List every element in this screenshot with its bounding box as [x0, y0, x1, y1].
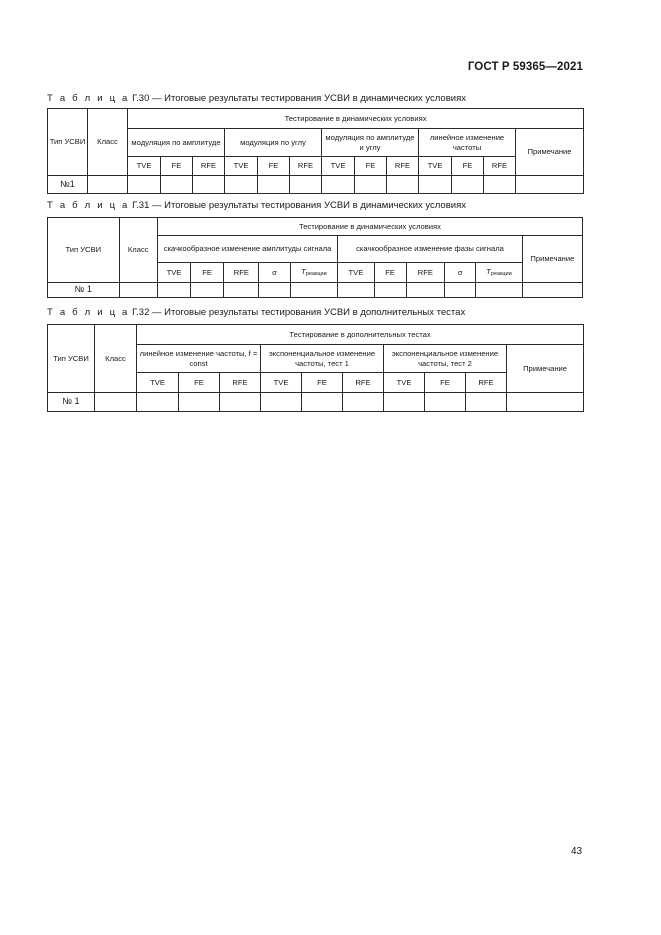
header-note: Примечание: [522, 236, 582, 283]
cell: [406, 283, 444, 298]
subgroup-header: модуляция по углу: [225, 129, 322, 157]
metric-header: RFE: [406, 263, 444, 283]
cell: [191, 283, 224, 298]
cell: [137, 393, 179, 412]
header-group: Тестирование в динамических условиях: [128, 109, 584, 129]
header-group: Тестирование в дополнительных тестах: [137, 325, 584, 345]
cell: [452, 176, 484, 194]
row-label: № 1: [48, 283, 120, 298]
metric-header: RFE: [484, 157, 516, 176]
metric-header: FE: [452, 157, 484, 176]
metric-header: FE: [161, 157, 193, 176]
table-31-caption: [47, 200, 466, 211]
subgroup-header: экспоненциальное изменение частоты, тест 1: [261, 345, 384, 373]
cell: [466, 393, 507, 412]
cell: [522, 283, 582, 298]
metric-header: RFE: [466, 373, 507, 393]
cell: [419, 176, 452, 194]
document-code: ГОСТ Р 59365—2021: [467, 61, 583, 73]
table-32-caption: [47, 307, 465, 318]
t-subscript: реакции: [305, 271, 327, 278]
caption-label: Т а б л и ц а: [47, 307, 130, 318]
t-subscript: реакции: [490, 271, 512, 278]
metric-header: RFE: [343, 373, 384, 393]
table-row: [48, 393, 584, 412]
header-type: Тип УСВИ: [48, 218, 120, 283]
metric-header: σ: [445, 263, 476, 283]
table-row: [48, 283, 583, 298]
metric-header: TVE: [157, 263, 190, 283]
metric-header: TVE: [261, 373, 302, 393]
cell: [476, 283, 523, 298]
cell: [128, 176, 161, 194]
t-symbol: T: [486, 267, 491, 277]
subgroup-header: линейное изменение частоты, f = const: [137, 345, 261, 373]
cell: [88, 176, 128, 194]
page-number: 43: [571, 846, 583, 857]
row-label: № 1: [48, 393, 95, 412]
table-row: [48, 176, 584, 194]
cell: [374, 283, 406, 298]
cell: [484, 176, 516, 194]
metric-header: FE: [374, 263, 406, 283]
metric-header: TVE: [128, 157, 161, 176]
header-class: Класс: [88, 109, 128, 176]
cell: [258, 176, 290, 194]
cell: [338, 283, 374, 298]
cell: [355, 176, 387, 194]
cell: [387, 176, 419, 194]
cell: [507, 393, 584, 412]
table-32: [47, 324, 584, 412]
cell: [224, 283, 259, 298]
caption-title: Итоговые результаты тестирования УСВИ в дополнительных тестах: [164, 307, 466, 318]
header-type: Тип УСВИ: [48, 109, 88, 176]
metric-header: FE: [302, 373, 343, 393]
cell: [343, 393, 384, 412]
header-note: Примечание: [516, 129, 584, 176]
subgroup-header: скачкообразное изменение амплитуды сигнала: [157, 236, 337, 263]
metric-header: FE: [179, 373, 220, 393]
cell: [259, 283, 290, 298]
metric-header: RFE: [387, 157, 419, 176]
cell: [95, 393, 137, 412]
metric-header: RFE: [193, 157, 225, 176]
subgroup-header: скачкообразное изменение фазы сигнала: [338, 236, 523, 263]
caption-label: Т а б л и ц а: [47, 200, 130, 211]
caption-number: Г.32 —: [129, 307, 165, 318]
cell: [302, 393, 343, 412]
cell: [179, 393, 220, 412]
metric-header: TVE: [225, 157, 258, 176]
header-group: Тестирование в динамических условиях: [157, 218, 582, 236]
caption-label: Т а б л и ц а: [47, 93, 130, 104]
subgroup-header: экспоненциальное изменение частоты, тест 2: [384, 345, 507, 373]
table-31: [47, 217, 583, 298]
header-class: Класс: [119, 218, 157, 283]
cell: [193, 176, 225, 194]
metric-header: FE: [425, 373, 466, 393]
subgroup-header: модуляция по амплитуде: [128, 129, 225, 157]
caption-title: Итоговые результаты тестирования УСВИ в динамических условиях: [164, 93, 466, 104]
t-symbol: T: [301, 267, 306, 277]
cell: [290, 176, 322, 194]
metric-header: FE: [191, 263, 224, 283]
table-30: [47, 108, 584, 194]
metric-header: TVE: [322, 157, 355, 176]
cell: [290, 283, 338, 298]
cell: [425, 393, 466, 412]
cell: [161, 176, 193, 194]
metric-header: FE: [355, 157, 387, 176]
cell: [322, 176, 355, 194]
subgroup-header: модуляция по амплитуде и углу: [322, 129, 419, 157]
cell: [119, 283, 157, 298]
metric-header: RFE: [290, 157, 322, 176]
metric-header: TVE: [137, 373, 179, 393]
caption-title: Итоговые результаты тестирования УСВИ в динамических условиях: [164, 200, 466, 211]
subgroup-header: линейное изменение частоты: [419, 129, 516, 157]
cell: [384, 393, 425, 412]
metric-header: RFE: [224, 263, 259, 283]
caption-number: Г.30 —: [129, 93, 165, 104]
header-class: Класс: [95, 325, 137, 393]
cell: [157, 283, 190, 298]
cell: [445, 283, 476, 298]
cell: [516, 176, 584, 194]
table-30-caption: [47, 93, 466, 104]
cell: [261, 393, 302, 412]
metric-header: FE: [258, 157, 290, 176]
metric-header-t-reaction: [290, 263, 338, 283]
metric-header-t-reaction: [476, 263, 523, 283]
caption-number: Г.31 —: [129, 200, 165, 211]
metric-header: RFE: [220, 373, 261, 393]
header-note: Примечание: [507, 345, 584, 393]
metric-header: TVE: [338, 263, 374, 283]
row-label: №1: [48, 176, 88, 194]
metric-header: σ: [259, 263, 290, 283]
metric-header: TVE: [419, 157, 452, 176]
metric-header: TVE: [384, 373, 425, 393]
cell: [220, 393, 261, 412]
header-type: Тип УСВИ: [48, 325, 95, 393]
cell: [225, 176, 258, 194]
